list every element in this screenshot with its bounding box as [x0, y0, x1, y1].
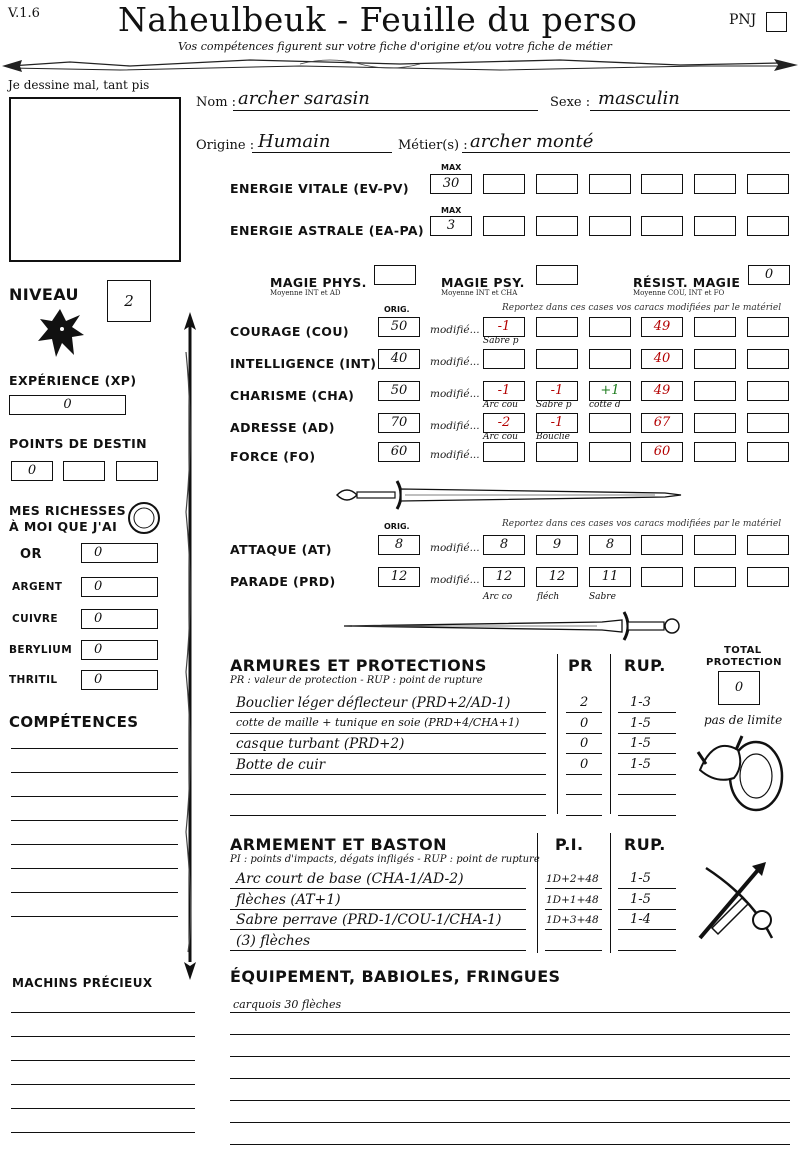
carac-mod-0-2[interactable] [589, 317, 631, 337]
arme-pi-1[interactable]: 1D+1+48 [546, 893, 599, 906]
origine-line [252, 152, 392, 153]
carac-mod-2-0[interactable]: -1 [483, 381, 525, 401]
carac-mod-4-1[interactable] [536, 442, 578, 462]
armure-pr-3[interactable]: 0 [580, 756, 589, 772]
armure-name-1[interactable]: cotte de maille + tunique en soie (PRD+4/CHA+1) [236, 715, 520, 729]
carac-modifie-1: modifié... [430, 356, 480, 368]
carac-sub-3-0: Arc cou [483, 432, 518, 442]
ea-box-6[interactable] [747, 216, 789, 236]
combat-sub-3: Sabre [589, 592, 616, 602]
carac-orig-0[interactable]: 50 [378, 317, 420, 337]
combat-orig-1[interactable]: 12 [378, 567, 420, 587]
equipement-line [230, 1078, 790, 1079]
armure-pr-0[interactable]: 2 [580, 695, 589, 710]
arme-pi-line [545, 950, 602, 951]
combat-mod-1-3[interactable] [641, 567, 683, 587]
carac-label-3: ADRESSE (AD) [230, 420, 335, 435]
carac-sub-0-0: Sabre p [483, 336, 519, 346]
ea-box-5[interactable] [694, 216, 736, 236]
arme-pi-line [545, 929, 602, 930]
ev-box-2[interactable] [536, 174, 578, 194]
ea-box-2[interactable] [536, 216, 578, 236]
arme-pi-line [545, 909, 602, 910]
arme-rup-2[interactable]: 1-4 [630, 912, 651, 927]
machins-line [11, 1060, 195, 1061]
sheet-title: Naheulbeuk - Feuille du perso [118, 0, 638, 39]
dragon-emblem-icon [34, 305, 86, 363]
ev-box-5[interactable] [694, 174, 736, 194]
combat-mod-0-4[interactable] [694, 535, 736, 555]
carac-mod-3-1[interactable]: -1 [536, 413, 578, 433]
armures-note: PR : valeur de protection - RUP : point de rupture [230, 675, 483, 686]
carac-label-4: FORCE (FO) [230, 449, 316, 464]
carac-label-0: COURAGE (COU) [230, 324, 349, 339]
niveau-value[interactable]: 2 [107, 280, 151, 322]
combat-mod-1-1[interactable]: 12 [536, 567, 578, 587]
carac-mod-2-4[interactable] [694, 381, 736, 401]
total-label-1: TOTAL [724, 645, 762, 656]
richesses-label-2: À MOI QUE J'AI [9, 519, 118, 534]
armure-rup-line [618, 774, 676, 775]
armement-col-sep-2 [610, 833, 611, 953]
carac-mod-0-0[interactable]: -1 [483, 317, 525, 337]
sexe-line [590, 110, 790, 111]
equipement-line [230, 1144, 790, 1145]
combat-mod-1-5[interactable] [747, 567, 789, 587]
combat-mod-0-1[interactable]: 9 [536, 535, 578, 555]
carac-mod-4-2[interactable] [589, 442, 631, 462]
arme-name-0[interactable]: Arc court de base (CHA-1/AD-2) [236, 871, 464, 887]
carac-mod-3-2[interactable] [589, 413, 631, 433]
carac-mod-4-0[interactable] [483, 442, 525, 462]
arme-rup-1[interactable]: 1-5 [630, 891, 651, 907]
nom-line [233, 110, 538, 111]
richesses-label-1: MES RICHESSES [9, 503, 126, 518]
armement-rup-header: RUP. [624, 835, 666, 854]
armure-name-0[interactable]: Bouclier léger déflecteur (PRD+2/AD-1) [236, 695, 511, 711]
ev-box-0[interactable]: 30 [430, 174, 472, 194]
xp-value[interactable]: 0 [9, 395, 126, 415]
armure-rup-0[interactable]: 1-3 [630, 695, 651, 710]
richesse-value-1[interactable]: 0 [81, 577, 158, 597]
version-label: V.1.6 [8, 6, 40, 21]
competences-label: COMPÉTENCES [9, 713, 139, 731]
machins-line [11, 1108, 195, 1109]
richesse-label-3: BERYLIUM [9, 644, 73, 656]
machins-line [11, 1036, 195, 1037]
machins-line [11, 1012, 195, 1013]
carac-modifie-2: modifié... [430, 388, 480, 400]
sword-divider-2-icon [342, 608, 682, 644]
armure-line [230, 753, 546, 754]
pnj-label: PNJ [729, 12, 757, 28]
resist-magie-note: Moyenne COU, INT et FO [633, 289, 725, 297]
arme-rup-line [618, 929, 676, 930]
armure-line [230, 815, 546, 816]
portrait-caption: Je dessine mal, tant pis [8, 78, 150, 92]
magie-phys-value[interactable] [374, 265, 416, 285]
ea-max-label: MAX [441, 206, 462, 215]
carac-orig-4[interactable]: 60 [378, 442, 420, 462]
arme-pi-line [545, 888, 602, 889]
combat-mod-0-3[interactable] [641, 535, 683, 555]
vertical-spear-decoration [180, 312, 200, 982]
competence-line [11, 892, 178, 893]
ea-box-1[interactable] [483, 216, 525, 236]
combat-orig-0[interactable]: 8 [378, 535, 420, 555]
armure-name-3[interactable]: Botte de cuir [236, 756, 326, 773]
carac-orig-3[interactable]: 70 [378, 413, 420, 433]
combat-mod-1-4[interactable] [694, 567, 736, 587]
magie-phys-note: Moyenne INT et AD [270, 289, 341, 297]
carac-mod-1-1[interactable] [536, 349, 578, 369]
combat-sub-2: fléch [537, 592, 560, 602]
armure-pr-line [566, 733, 602, 734]
combat-mod-0-0[interactable]: 8 [483, 535, 525, 555]
helmet-shield-icon [694, 728, 786, 814]
xp-label: EXPÉRIENCE (XP) [9, 373, 137, 388]
carac-mod-0-1[interactable] [536, 317, 578, 337]
combat-note: Reportez dans ces cases vos caracs modifiées par le matériel [502, 519, 782, 529]
carac-mod-0-4[interactable] [694, 317, 736, 337]
arme-pi-2[interactable]: 1D+3+48 [546, 914, 599, 926]
carac-mod-1-5[interactable] [747, 349, 789, 369]
ev-box-6[interactable] [747, 174, 789, 194]
competence-line [11, 748, 178, 749]
caracs-orig-label: ORIG. [384, 305, 410, 314]
ea-box-4[interactable] [641, 216, 683, 236]
sexe-value[interactable]: masculin [598, 88, 680, 109]
armure-rup-line [618, 733, 676, 734]
ev-label: ENERGIE VITALE (EV-PV) [230, 181, 409, 196]
armure-pr-1[interactable]: 0 [580, 715, 589, 731]
metier-line [462, 152, 790, 153]
armure-pr-line [566, 794, 602, 795]
arme-rup-line [618, 909, 676, 910]
machins-line [11, 1132, 195, 1133]
richesse-value-0[interactable]: 0 [81, 543, 158, 563]
arme-line [230, 909, 526, 910]
ea-label: ENERGIE ASTRALE (EA-PA) [230, 223, 425, 238]
carac-orig-2[interactable]: 50 [378, 381, 420, 401]
sword-divider-icon [335, 477, 685, 513]
richesse-value-4[interactable]: 0 [81, 670, 158, 690]
competence-line [11, 916, 178, 917]
armure-line [230, 712, 546, 713]
armure-pr-line [566, 712, 602, 713]
armure-line [230, 733, 546, 734]
arme-line [230, 929, 526, 930]
carac-mod-2-3[interactable]: 49 [641, 381, 683, 401]
armure-pr-line [566, 815, 602, 816]
ev-max-label: MAX [441, 163, 462, 172]
carac-mod-0-3[interactable]: 49 [641, 317, 683, 337]
magie-psy-value[interactable] [536, 265, 578, 285]
spear-banner-decoration [0, 52, 800, 78]
destin-box-2[interactable] [63, 461, 105, 481]
arme-pi-0[interactable]: 1D+2+48 [546, 873, 599, 885]
armure-rup-line [618, 794, 676, 795]
armures-title: ARMURES ET PROTECTIONS [230, 656, 487, 675]
carac-sub-2-1: Sabre p [536, 400, 572, 410]
combat-label-1: PARADE (PRD) [230, 574, 336, 589]
combat-modifie-1: modifié... [430, 574, 480, 586]
equipement-title: ÉQUIPEMENT, BABIOLES, FRINGUES [230, 967, 561, 986]
armement-title: ARMEMENT ET BASTON [230, 835, 447, 854]
arme-line [230, 888, 526, 889]
combat-mod-0-2[interactable]: 8 [589, 535, 631, 555]
machins-line [11, 1084, 195, 1085]
armures-rup-header: RUP. [624, 656, 666, 675]
carac-mod-4-3[interactable]: 60 [641, 442, 683, 462]
machins-label: MACHINS PRÉCIEUX [12, 976, 153, 990]
richesse-value-2[interactable]: 0 [81, 609, 158, 629]
metier-value[interactable]: archer monté [470, 131, 594, 152]
magie-psy-label: MAGIE PSY. [441, 275, 525, 290]
resist-magie-label: RÉSIST. MAGIE [633, 275, 741, 290]
competence-line [11, 820, 178, 821]
equipement-line [230, 1012, 790, 1013]
destin-box-3[interactable] [116, 461, 158, 481]
arme-name-2[interactable]: Sabre perrave (PRD-1/COU-1/CHA-1) [236, 912, 502, 928]
carac-mod-3-5[interactable] [747, 413, 789, 433]
armure-pr-line [566, 774, 602, 775]
armure-line [230, 774, 546, 775]
origine-label: Origine : [196, 138, 255, 153]
arme-name-3[interactable]: (3) flèches [236, 932, 311, 949]
competence-line [11, 868, 178, 869]
armure-rup-3[interactable]: 1-5 [630, 756, 651, 772]
combat-mod-1-2[interactable]: 11 [589, 567, 631, 587]
carac-mod-0-5[interactable] [747, 317, 789, 337]
richesse-label-4: THRITIL [9, 674, 58, 686]
pnj-checkbox[interactable] [766, 12, 787, 32]
origine-value[interactable]: Humain [258, 131, 331, 152]
ev-box-3[interactable] [589, 174, 631, 194]
magie-psy-note: Moyenne INT et CHA [441, 289, 518, 297]
competence-line [11, 772, 178, 773]
armure-rup-1[interactable]: 1-5 [630, 715, 651, 731]
equipement-line [230, 1100, 790, 1101]
richesse-label-2: CUIVRE [12, 613, 58, 625]
equipement-line [230, 1122, 790, 1123]
armement-note: PI : points d'impacts, dégats infligés - RUP : point de rupture [230, 854, 540, 865]
niveau-label: NIVEAU [9, 285, 79, 304]
resist-magie-value[interactable]: 0 [748, 265, 790, 285]
arme-line [230, 950, 526, 951]
armures-pr-header: PR [568, 656, 593, 675]
carac-modifie-3: modifié... [430, 420, 480, 432]
combat-mod-1-0[interactable]: 12 [483, 567, 525, 587]
carac-mod-3-4[interactable] [694, 413, 736, 433]
metier-label: Métier(s) : [398, 138, 468, 153]
arme-rup-line [618, 888, 676, 889]
combat-orig-label: ORIG. [384, 522, 410, 531]
ev-box-1[interactable] [483, 174, 525, 194]
carac-label-2: CHARISME (CHA) [230, 388, 355, 403]
destin-box-1[interactable]: 0 [11, 461, 53, 481]
carac-mod-4-5[interactable] [747, 442, 789, 462]
armure-pr-2[interactable]: 0 [580, 736, 589, 751]
richesse-label-1: ARGENT [12, 581, 63, 593]
arme-rup-0[interactable]: 1-5 [630, 871, 651, 886]
armure-rup-line [618, 753, 676, 754]
armure-name-2[interactable]: casque turbant (PRD+2) [236, 736, 405, 752]
ea-box-3[interactable] [589, 216, 631, 236]
portrait-box[interactable] [9, 97, 181, 262]
ea-box-0[interactable]: 3 [430, 216, 472, 236]
carac-modifie-4: modifié... [430, 449, 480, 461]
armement-pi-header: P.I. [555, 835, 584, 854]
equipement-first-line[interactable]: carquois 30 flèches [233, 998, 342, 1011]
sheet-subtitle: Vos compétences figurent sur votre fiche d'origine et/ou votre fiche de métier [178, 40, 612, 53]
destin-label: POINTS DE DESTIN [9, 436, 148, 451]
richesse-label-0: OR [20, 547, 42, 562]
carac-mod-2-1[interactable]: -1 [536, 381, 578, 401]
carac-mod-2-2[interactable]: +1 [589, 381, 631, 401]
carac-mod-1-4[interactable] [694, 349, 736, 369]
competence-line [11, 796, 178, 797]
magie-phys-label: MAGIE PHYS. [270, 275, 367, 290]
carac-mod-2-5[interactable] [747, 381, 789, 401]
combat-mod-0-5[interactable] [747, 535, 789, 555]
carac-mod-3-3[interactable]: 67 [641, 413, 683, 433]
carac-mod-4-4[interactable] [694, 442, 736, 462]
armement-col-sep-1 [537, 833, 538, 953]
carac-modifie-0: modifié... [430, 324, 480, 336]
carac-sub-2-2: cotte d [589, 400, 621, 410]
carac-mod-1-0[interactable] [483, 349, 525, 369]
carac-mod-1-3[interactable]: 40 [641, 349, 683, 369]
carac-sub-2-0: Arc cou [483, 400, 518, 410]
pas-de-limite: pas de limite [704, 713, 783, 727]
armure-rup-line [618, 712, 676, 713]
armure-rup-2[interactable]: 1-5 [630, 736, 651, 751]
sexe-label: Sexe : [550, 95, 591, 110]
armures-col-sep-1 [557, 654, 558, 814]
competence-line [11, 844, 178, 845]
total-label-2: PROTECTION [706, 657, 782, 668]
armure-line [230, 794, 546, 795]
coin-icon [127, 501, 161, 535]
armures-col-sep-2 [610, 654, 611, 814]
armure-pr-line [566, 753, 602, 754]
combat-modifie-0: modifié... [430, 542, 480, 554]
total-protection-value[interactable]: 0 [718, 671, 760, 705]
armure-rup-line [618, 815, 676, 816]
nom-value[interactable]: archer sarasin [238, 88, 370, 109]
combat-sub-1: Arc co [483, 592, 513, 602]
nom-label: Nom : [196, 95, 237, 110]
arme-name-1[interactable]: flèches (AT+1) [236, 891, 341, 908]
carac-label-1: INTELLIGENCE (INT) [230, 356, 377, 371]
caracs-note: Reportez dans ces cases vos caracs modifiées par le matériel [502, 303, 782, 313]
weapons-icon [692, 858, 784, 944]
equipement-line [230, 1056, 790, 1057]
carac-mod-1-2[interactable] [589, 349, 631, 369]
equipement-line [230, 1034, 790, 1035]
carac-mod-3-0[interactable]: -2 [483, 413, 525, 433]
carac-sub-3-1: Bouclie [536, 432, 570, 442]
arme-rup-line [618, 950, 676, 951]
richesse-value-3[interactable]: 0 [81, 640, 158, 660]
carac-orig-1[interactable]: 40 [378, 349, 420, 369]
combat-label-0: ATTAQUE (AT) [230, 542, 332, 557]
ev-box-4[interactable] [641, 174, 683, 194]
